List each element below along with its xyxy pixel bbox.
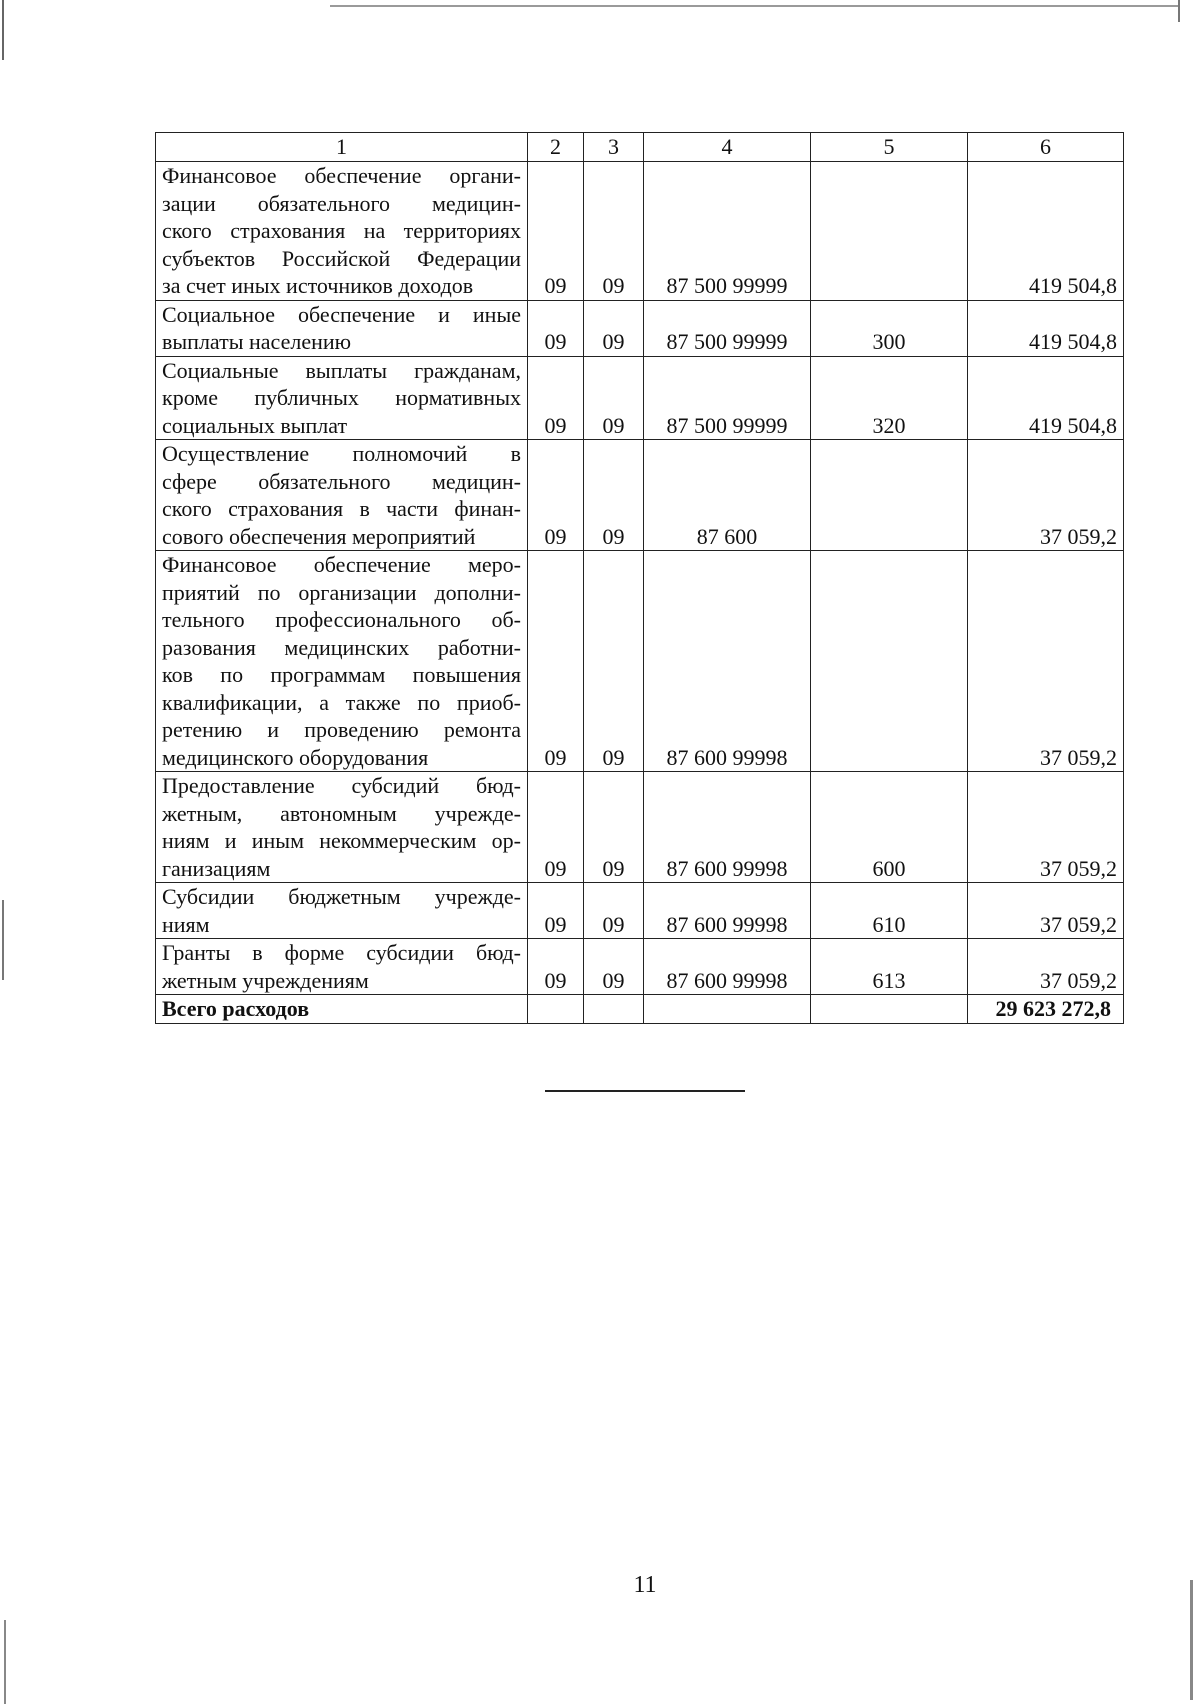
row-name-line: разования медицинских работни- (162, 634, 521, 660)
row-name-line: за счет иных источников доходов (162, 273, 474, 298)
end-of-table-rule (545, 1090, 745, 1092)
row-c5: 600 (811, 772, 968, 883)
row-name-line: Осуществление полномочий в (162, 441, 521, 466)
row-name-line: Предоставление субсидий бюд- (162, 773, 521, 798)
table-row (156, 440, 1124, 551)
row-c3: 09 (584, 939, 644, 995)
row-c5 (811, 440, 968, 551)
scan-edge-left-bottom (4, 1620, 6, 1704)
table-row (156, 772, 1124, 883)
total-empty-c2 (528, 995, 584, 1024)
total-empty-c5 (811, 995, 968, 1024)
row-name-line: Гранты в форме субсидии бюд- (162, 940, 521, 965)
page-number: 11 (633, 1572, 657, 1598)
row-name (156, 939, 528, 995)
row-c3: 09 (584, 356, 644, 440)
row-c3: 09 (584, 440, 644, 551)
total-label: Всего расходов (156, 995, 528, 1024)
scan-edge-right-bottom (1190, 1580, 1193, 1700)
row-name-line: Социальное обеспечение и иные (162, 301, 521, 327)
row-c2: 09 (528, 883, 584, 939)
row-c4: 87 600 99998 (644, 772, 811, 883)
row-c5 (811, 162, 968, 301)
row-name-line: субъектов Российской Федерации (162, 245, 521, 271)
row-name-line: сового обеспечения мероприятий (162, 523, 476, 549)
scan-edge-top (330, 5, 1180, 7)
row-name (156, 440, 528, 551)
row-c5: 300 (811, 300, 968, 356)
table-row (156, 939, 1124, 995)
row-name (156, 772, 528, 883)
row-c3: 09 (584, 300, 644, 356)
row-name-line: жетным, автономным учрежде- (162, 800, 521, 826)
row-name-line: ского страхования на территориях (162, 218, 521, 243)
row-c4: 87 600 99998 (644, 883, 811, 939)
row-c3: 09 (584, 883, 644, 939)
row-name-line: ниям (162, 911, 210, 937)
row-c6: 37 059,2 (968, 883, 1124, 939)
row-name-line: Финансовое обеспечение органи- (162, 163, 521, 188)
row-c2: 09 (528, 551, 584, 772)
table-row (156, 551, 1124, 772)
row-name-line: приятий по организации дополни- (162, 579, 521, 605)
row-c2: 09 (528, 939, 584, 995)
total-empty-c3 (584, 995, 644, 1024)
row-name (156, 162, 528, 301)
table-row (156, 300, 1124, 356)
row-c6: 419 504,8 (968, 300, 1124, 356)
row-name-line: ретению и проведению ремонта (162, 717, 521, 742)
table-row (156, 162, 1124, 301)
table-row (156, 356, 1124, 440)
row-c6: 419 504,8 (968, 162, 1124, 301)
row-c2: 09 (528, 162, 584, 301)
row-c6: 37 059,2 (968, 551, 1124, 772)
row-name-line: квалификации, а также по приоб- (162, 689, 521, 715)
row-c5 (811, 551, 968, 772)
row-name-line: ского страхования в части финан- (162, 496, 521, 521)
row-c5: 610 (811, 883, 968, 939)
row-name (156, 300, 528, 356)
row-name-line: тельного профессионального об- (162, 607, 521, 632)
row-c3: 09 (584, 551, 644, 772)
row-name-line: жетным учреждениям (162, 967, 369, 993)
row-c2: 09 (528, 772, 584, 883)
row-name-line: Финансовое обеспечение меро- (162, 552, 521, 577)
row-c4: 87 600 99998 (644, 551, 811, 772)
total-empty-c4 (644, 995, 811, 1024)
row-c5: 320 (811, 356, 968, 440)
row-name-line: выплаты населению (162, 329, 352, 354)
row-c6: 37 059,2 (968, 440, 1124, 551)
row-c6: 419 504,8 (968, 356, 1124, 440)
row-c4: 87 500 99999 (644, 162, 811, 301)
row-name (156, 551, 528, 772)
header-col-2: 2 (528, 133, 584, 162)
row-c2: 09 (528, 440, 584, 551)
row-c5: 613 (811, 939, 968, 995)
row-name-line: кроме публичных нормативных (162, 385, 521, 410)
row-c4: 87 500 99999 (644, 300, 811, 356)
row-name-line: Субсидии бюджетным учрежде- (162, 884, 521, 909)
total-row (156, 995, 1124, 1024)
table-row (156, 883, 1124, 939)
total-amount: 29 623 272,8 (968, 995, 1124, 1024)
row-c3: 09 (584, 772, 644, 883)
table-header-row (156, 133, 1124, 162)
row-c4: 87 600 (644, 440, 811, 551)
row-name-line: зации обязательного медицин- (162, 190, 521, 216)
row-name-line: Социальные выплаты гражданам, (162, 357, 521, 383)
row-c4: 87 600 99998 (644, 939, 811, 995)
row-name-line: сфере обязательного медицин- (162, 468, 521, 494)
row-name-line: ганизациям (162, 855, 271, 881)
scan-edge-left (2, 0, 4, 60)
row-c6: 37 059,2 (968, 939, 1124, 995)
row-c2: 09 (528, 356, 584, 440)
scan-edge-left-lower (2, 900, 4, 980)
row-name-line: ниям и иным некоммерческим ор- (162, 828, 521, 853)
row-name (156, 883, 528, 939)
header-col-4: 4 (644, 133, 811, 162)
header-col-5: 5 (811, 133, 968, 162)
row-name-line: социальных выплат (162, 412, 348, 438)
row-name (156, 356, 528, 440)
row-name-line: ков по программам повышения (162, 662, 521, 687)
row-c4: 87 500 99999 (644, 356, 811, 440)
header-col-6: 6 (968, 133, 1124, 162)
row-name-line: медицинского оборудования (162, 744, 429, 770)
row-c3: 09 (584, 162, 644, 301)
scan-edge-right (1178, 0, 1180, 22)
header-col-1: 1 (156, 133, 528, 162)
row-c6: 37 059,2 (968, 772, 1124, 883)
expenditure-table (155, 132, 1124, 1024)
row-c2: 09 (528, 300, 584, 356)
header-col-3: 3 (584, 133, 644, 162)
